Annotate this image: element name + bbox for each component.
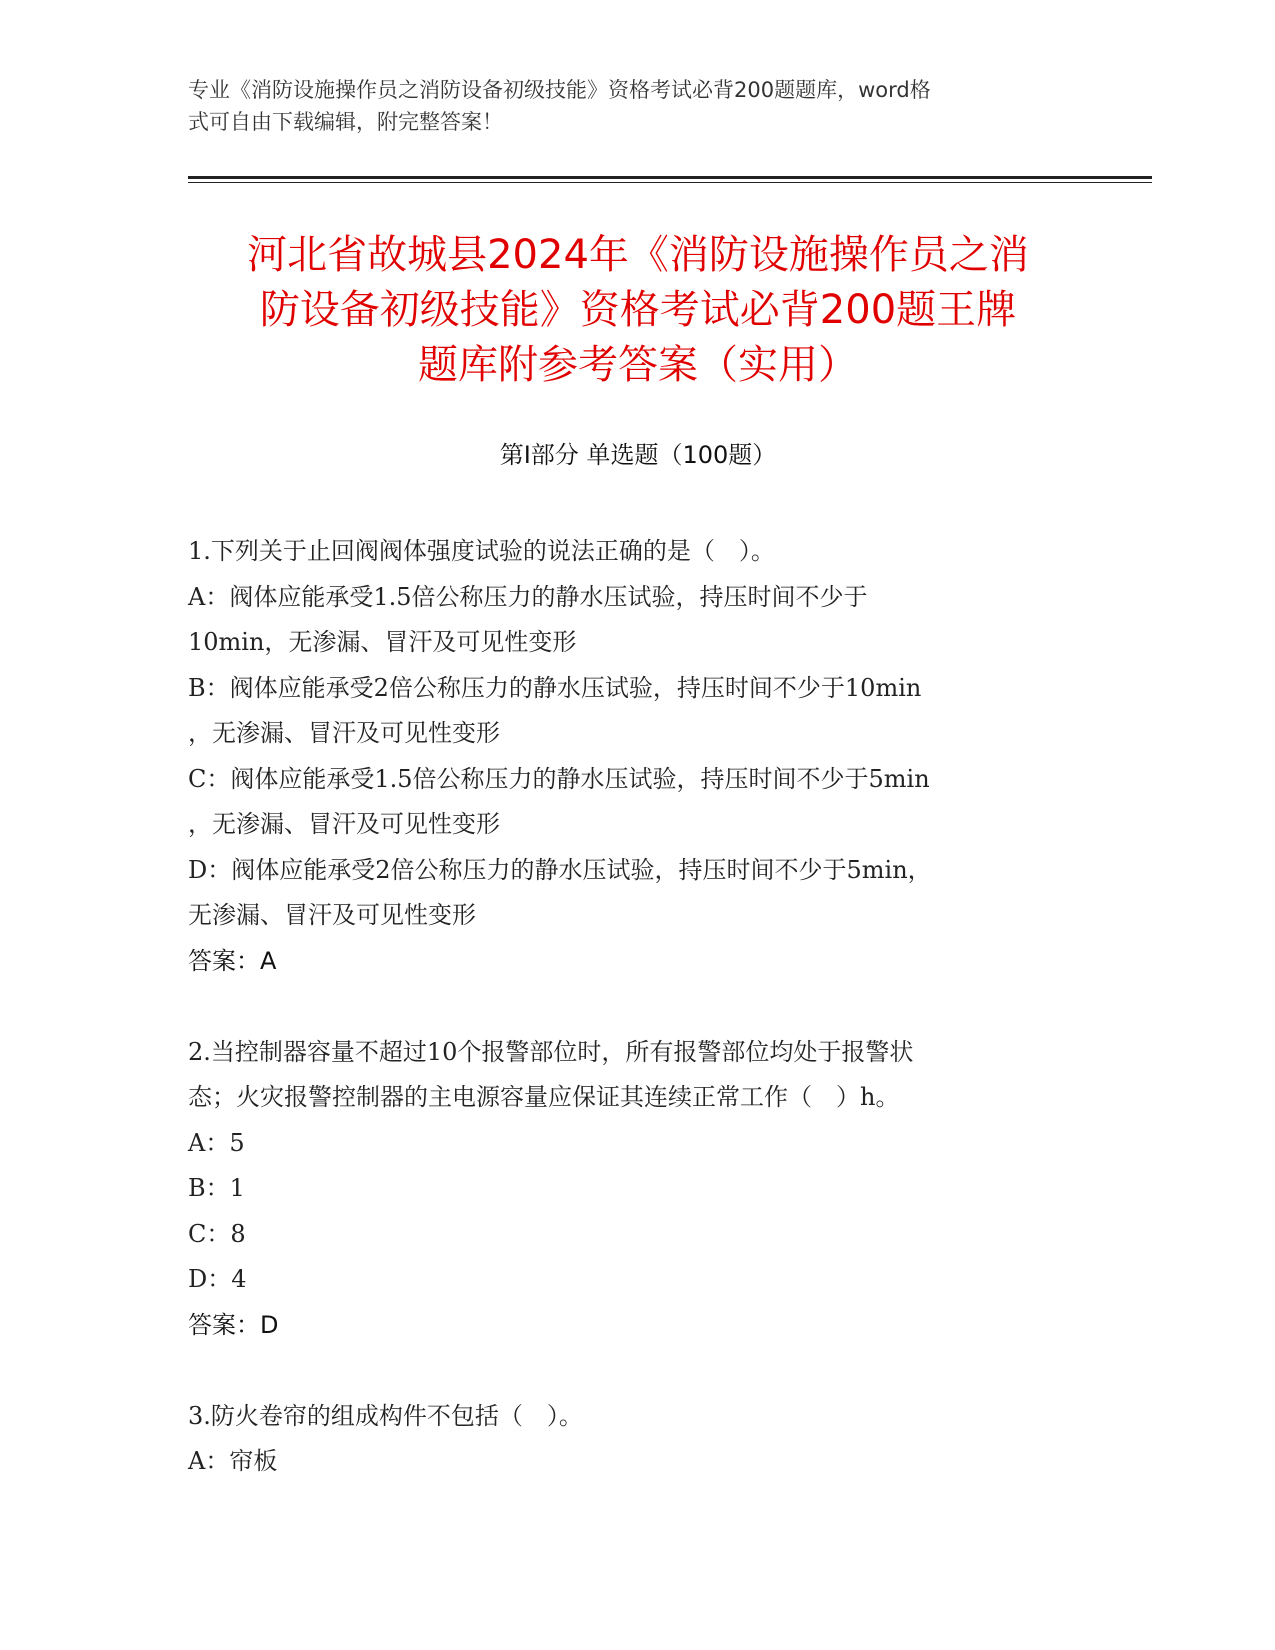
header-line-2: 式可自由下载编辑，附完整答案！: [188, 110, 503, 134]
option-d-line: 无渗漏、冒汗及可见性变形: [188, 901, 476, 929]
option-a-line: A：帘板: [188, 1447, 278, 1475]
answer-line: 答案：D: [188, 1310, 279, 1339]
header-line-1: 专业《消防设施操作员之消防设备初级技能》资格考试必背200题题库，word格: [188, 78, 931, 102]
question-stem-line: 3.防火卷帘的组成构件不包括（ ）。: [188, 1401, 583, 1430]
option-a-line: A：阀体应能承受1.5倍公称压力的静水压试验，持压时间不少于: [188, 582, 868, 611]
answer-line: 答案：A: [188, 946, 277, 975]
option-a-line: 10min，无渗漏、冒汗及可见性变形: [188, 628, 577, 656]
option-c-line: C：8: [188, 1219, 246, 1248]
option-a-line: A：5: [188, 1128, 245, 1157]
title-line-1: 河北省故城县2024年《消防设施操作员之消: [247, 232, 1029, 278]
option-b-line: B：1: [188, 1174, 245, 1202]
option-b-line: ，无渗漏、冒汗及可见性变形: [188, 719, 500, 747]
option-c-line: C：阀体应能承受1.5倍公称压力的静水压试验，持压时间不少于5min: [188, 764, 930, 793]
question-stem-line: 态；火灾报警控制器的主电源容量应保证其连续正常工作（ ）h。: [188, 1083, 900, 1111]
option-c-line: ，无渗漏、冒汗及可见性变形: [188, 810, 500, 838]
title-line-2: 防设备初级技能》资格考试必背200题王牌: [259, 287, 1017, 333]
header-divider-thin: [188, 182, 1152, 183]
question-list: [188, 529, 1088, 1485]
question-stem-line: 2.当控制器容量不超过10个报警部位时，所有报警部位均处于报警状: [188, 1037, 914, 1066]
option-d-line: D：阀体应能承受2倍公称压力的静水压试验，持压时间不少于5min，: [188, 855, 932, 884]
question-1: [188, 529, 1088, 984]
question-2: [188, 1030, 1088, 1349]
option-b-line: B：阀体应能承受2倍公称压力的静水压试验，持压时间不少于10min: [188, 673, 922, 702]
title-line-3: 题库附参考答案（实用）: [418, 342, 858, 388]
document-header: [188, 74, 1068, 138]
header-divider-thick: [188, 176, 1152, 179]
question-3: [188, 1394, 1088, 1485]
section-heading: 第Ⅰ部分 单选题（100题）: [499, 441, 777, 469]
option-d-line: D：4: [188, 1265, 247, 1293]
document-title: [160, 228, 1116, 393]
question-spacer: [188, 1348, 1088, 1394]
question-stem-line: 1.下列关于止回阀阀体强度试验的说法正确的是（ ）。: [188, 537, 775, 565]
question-spacer: [188, 984, 1088, 1030]
